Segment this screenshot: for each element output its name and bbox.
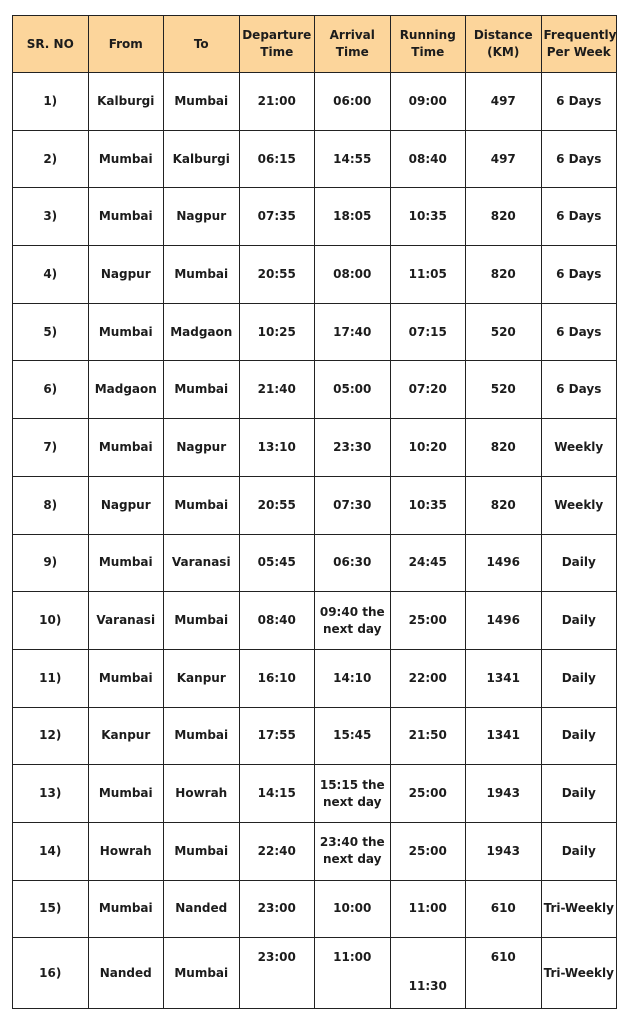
from-cell: Mumbai (88, 880, 164, 938)
arrival-time-cell: 08:00 (315, 246, 391, 304)
departure-time-cell: 17:55 (239, 707, 315, 765)
from-cell: Kanpur (88, 707, 164, 765)
train-schedule-table-container (12, 15, 616, 1009)
departure-time-cell: 21:00 (239, 73, 315, 131)
departure-time-cell: 23:00 (239, 880, 315, 938)
departure-time-cell: 16:10 (239, 649, 315, 707)
distance-cell: 820 (466, 476, 542, 534)
sr-no-cell: 7) (13, 419, 89, 477)
from-cell: Mumbai (88, 534, 164, 592)
arrival-time-cell: 05:00 (315, 361, 391, 419)
frequency-cell: 6 Days (541, 303, 617, 361)
table-row (13, 476, 617, 534)
table-row (13, 822, 617, 880)
from-cell: Nagpur (88, 246, 164, 304)
from-cell: Nanded (88, 938, 164, 1009)
distance-cell: 1341 (466, 649, 542, 707)
from-cell: Mumbai (88, 303, 164, 361)
table-row (13, 938, 617, 1009)
distance-cell: 1496 (466, 592, 542, 650)
frequency-cell: Daily (541, 592, 617, 650)
frequency-cell: Daily (541, 534, 617, 592)
to-cell: Mumbai (164, 822, 240, 880)
frequency-cell: Daily (541, 649, 617, 707)
departure-time-cell: 13:10 (239, 419, 315, 477)
arrival-time-cell: 23:40 the next day (315, 822, 391, 880)
table-row (13, 592, 617, 650)
frequency-cell: Tri-Weekly (541, 880, 617, 938)
to-cell: Mumbai (164, 246, 240, 304)
sr-no-cell: 6) (13, 361, 89, 419)
sr-no-cell: 2) (13, 130, 89, 188)
table-row (13, 130, 617, 188)
frequency-cell: 6 Days (541, 188, 617, 246)
table-row (13, 765, 617, 823)
running-time-cell: 09:00 (390, 73, 466, 131)
frequency-cell: Weekly (541, 419, 617, 477)
departure-time-cell: 22:40 (239, 822, 315, 880)
frequency-cell: Daily (541, 707, 617, 765)
table-row (13, 246, 617, 304)
arrival-time-cell: 15:15 the next day (315, 765, 391, 823)
to-cell: Mumbai (164, 73, 240, 131)
sr-no-cell: 9) (13, 534, 89, 592)
distance-cell: 1496 (466, 534, 542, 592)
header-distance: Distance (KM) (466, 16, 542, 73)
departure-time-cell: 05:45 (239, 534, 315, 592)
running-time-cell: 07:20 (390, 361, 466, 419)
frequency-cell: Daily (541, 765, 617, 823)
distance-cell: 1943 (466, 765, 542, 823)
table-row (13, 534, 617, 592)
departure-time-cell: 14:15 (239, 765, 315, 823)
distance-cell: 497 (466, 130, 542, 188)
sr-no-cell: 14) (13, 822, 89, 880)
running-time-cell: 11:30 (390, 938, 466, 1009)
arrival-time-cell: 14:10 (315, 649, 391, 707)
departure-time-cell: 21:40 (239, 361, 315, 419)
arrival-time-cell: 06:30 (315, 534, 391, 592)
arrival-time-cell: 23:30 (315, 419, 391, 477)
frequency-cell: 6 Days (541, 73, 617, 131)
running-time-cell: 08:40 (390, 130, 466, 188)
departure-time-cell: 20:55 (239, 246, 315, 304)
sr-no-cell: 16) (13, 938, 89, 1009)
distance-cell: 520 (466, 303, 542, 361)
arrival-time-cell: 14:55 (315, 130, 391, 188)
sr-no-cell: 3) (13, 188, 89, 246)
to-cell: Mumbai (164, 476, 240, 534)
sr-no-cell: 11) (13, 649, 89, 707)
arrival-time-cell: 10:00 (315, 880, 391, 938)
distance-cell: 820 (466, 188, 542, 246)
arrival-time-cell: 09:40 the next day (315, 592, 391, 650)
frequency-cell: Tri-Weekly (541, 938, 617, 1009)
from-cell: Mumbai (88, 188, 164, 246)
table-row (13, 188, 617, 246)
from-cell: Mumbai (88, 419, 164, 477)
departure-time-cell: 08:40 (239, 592, 315, 650)
table-row (13, 419, 617, 477)
to-cell: Kalburgi (164, 130, 240, 188)
to-cell: Mumbai (164, 938, 240, 1009)
sr-no-cell: 8) (13, 476, 89, 534)
distance-cell: 1943 (466, 822, 542, 880)
to-cell: Varanasi (164, 534, 240, 592)
header-from: From (88, 16, 164, 73)
running-time-cell: 11:05 (390, 246, 466, 304)
table-row (13, 649, 617, 707)
frequency-cell: 6 Days (541, 246, 617, 304)
to-cell: Mumbai (164, 592, 240, 650)
to-cell: Nagpur (164, 188, 240, 246)
sr-no-cell: 13) (13, 765, 89, 823)
header-frequency: Frequently Per Week (541, 16, 617, 73)
running-time-cell: 25:00 (390, 592, 466, 650)
to-cell: Mumbai (164, 361, 240, 419)
table-row (13, 303, 617, 361)
running-time-cell: 11:00 (390, 880, 466, 938)
departure-time-cell: 06:15 (239, 130, 315, 188)
departure-time-cell: 07:35 (239, 188, 315, 246)
frequency-cell: Weekly (541, 476, 617, 534)
running-time-cell: 24:45 (390, 534, 466, 592)
header-sr-no: SR. NO (13, 16, 89, 73)
running-time-cell: 25:00 (390, 822, 466, 880)
running-time-cell: 21:50 (390, 707, 466, 765)
header-running-time: Running Time (390, 16, 466, 73)
sr-no-cell: 15) (13, 880, 89, 938)
distance-cell: 820 (466, 246, 542, 304)
to-cell: Madgaon (164, 303, 240, 361)
to-cell: Kanpur (164, 649, 240, 707)
table-row (13, 73, 617, 131)
arrival-time-cell: 06:00 (315, 73, 391, 131)
header-to: To (164, 16, 240, 73)
running-time-cell: 25:00 (390, 765, 466, 823)
sr-no-cell: 10) (13, 592, 89, 650)
distance-cell: 497 (466, 73, 542, 131)
frequency-cell: Daily (541, 822, 617, 880)
frequency-cell: 6 Days (541, 130, 617, 188)
running-time-cell: 10:20 (390, 419, 466, 477)
train-schedule-table (12, 15, 617, 1009)
from-cell: Howrah (88, 822, 164, 880)
sr-no-cell: 5) (13, 303, 89, 361)
distance-cell: 820 (466, 419, 542, 477)
running-time-cell: 07:15 (390, 303, 466, 361)
arrival-time-cell: 11:00 (315, 938, 391, 1009)
from-cell: Mumbai (88, 765, 164, 823)
sr-no-cell: 12) (13, 707, 89, 765)
from-cell: Kalburgi (88, 73, 164, 131)
to-cell: Nanded (164, 880, 240, 938)
from-cell: Mumbai (88, 130, 164, 188)
arrival-time-cell: 15:45 (315, 707, 391, 765)
header-departure-time: Departure Time (239, 16, 315, 73)
departure-time-cell: 10:25 (239, 303, 315, 361)
arrival-time-cell: 07:30 (315, 476, 391, 534)
distance-cell: 520 (466, 361, 542, 419)
to-cell: Howrah (164, 765, 240, 823)
header-arrival-time: Arrival Time (315, 16, 391, 73)
table-row (13, 361, 617, 419)
distance-cell: 610 (466, 938, 542, 1009)
table-header (13, 16, 617, 73)
arrival-time-cell: 17:40 (315, 303, 391, 361)
header-row (13, 16, 617, 73)
running-time-cell: 10:35 (390, 476, 466, 534)
table-row (13, 707, 617, 765)
from-cell: Madgaon (88, 361, 164, 419)
sr-no-cell: 4) (13, 246, 89, 304)
arrival-time-cell: 18:05 (315, 188, 391, 246)
departure-time-cell: 23:00 (239, 938, 315, 1009)
distance-cell: 1341 (466, 707, 542, 765)
running-time-cell: 22:00 (390, 649, 466, 707)
distance-cell: 610 (466, 880, 542, 938)
running-time-cell: 10:35 (390, 188, 466, 246)
table-body (13, 73, 617, 1009)
from-cell: Mumbai (88, 649, 164, 707)
departure-time-cell: 20:55 (239, 476, 315, 534)
to-cell: Mumbai (164, 707, 240, 765)
from-cell: Varanasi (88, 592, 164, 650)
frequency-cell: 6 Days (541, 361, 617, 419)
from-cell: Nagpur (88, 476, 164, 534)
sr-no-cell: 1) (13, 73, 89, 131)
table-row (13, 880, 617, 938)
to-cell: Nagpur (164, 419, 240, 477)
